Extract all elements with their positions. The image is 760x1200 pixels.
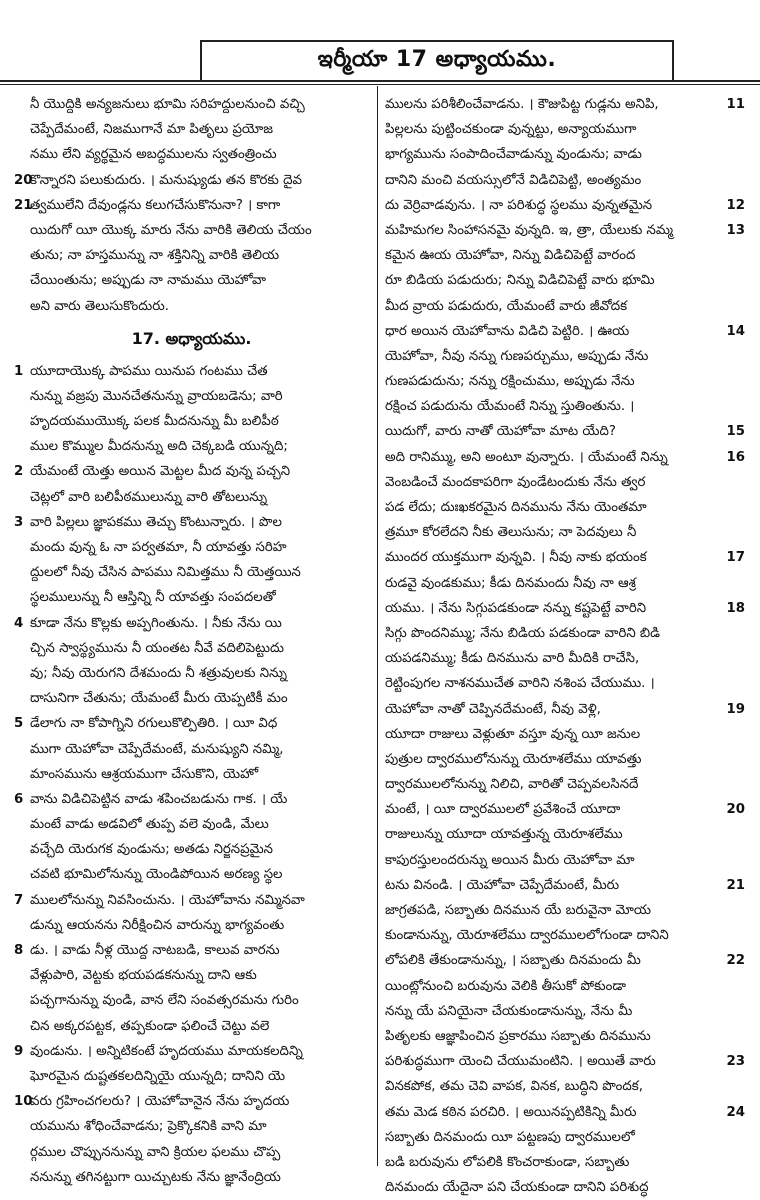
text-line [14, 1014, 369, 1039]
text-line [385, 671, 745, 696]
verse-text: డు. । వాడు నీళ్ల యొద్ద నాటబడి, కాలువ వారను [30, 943, 280, 958]
verse-number: 21 [14, 197, 33, 213]
verse-number: 22 [726, 953, 745, 969]
verse-text: దాసునిగా చేతును; యేమంటే మీరు యెప్పటికీ మం [30, 691, 288, 707]
verse-text: ములను పరిశీలించేవాడను. । కౌజుపిట్ట గుడ్లను అనిపి, [385, 97, 659, 112]
text-line [385, 470, 745, 495]
text-line [14, 686, 369, 711]
text-line [14, 585, 369, 610]
verse-text: పిల్లలను పుట్టించకుండా వున్నట్టు, అన్యాయముగా [385, 122, 637, 138]
verse-number: 6 [14, 791, 24, 807]
text-line [14, 963, 369, 988]
text-line [385, 646, 745, 671]
verse-text: రుడవై వుండకుము; కీడు దినమందు నీవు నా ఆశ్ర [385, 575, 636, 591]
verse-number: 4 [14, 615, 24, 631]
text-line [14, 560, 369, 585]
verse-number: 10 [14, 1094, 33, 1110]
verse-text: యేమంటే యెత్తు అయిన మెట్టల మీద వున్న పచ్చని [30, 464, 291, 480]
text-line [14, 862, 369, 887]
text-line [14, 168, 369, 193]
text-line [14, 1039, 369, 1064]
verse-text: ఘోరమైన దుష్టతకలదిన్నియై యున్నది; దానిని యె [30, 1068, 286, 1084]
verse-number: 7 [14, 892, 24, 908]
text-line [385, 697, 745, 722]
text-line [385, 520, 745, 545]
verse-number: 11 [726, 97, 745, 112]
right-column [385, 92, 745, 1196]
text-line [385, 772, 745, 797]
text-line [385, 445, 745, 470]
verse-text: నము లేని వ్యర్థమైన అబద్ధములను స్వతంత్రించు [30, 147, 277, 163]
verse-text: ర్గముల చొప్పుననున్ను వాని క్రియల ఫలము చొప్ప [30, 1144, 281, 1160]
verse-text: పుత్రుల ద్వారములోనున్ను యెరూశలేము యావత్తు [385, 751, 642, 767]
verse-text: ముల కొమ్ముల మీదనున్ను అది చెక్కబడి యున్నది; [30, 439, 288, 455]
column-divider [377, 86, 378, 1166]
verse-text: యూదా రాజులు వెళ్లుతూ వస్తూ వున్న యీ జనుల [385, 726, 641, 742]
text-line [14, 243, 369, 268]
verse-number: 20 [14, 172, 33, 188]
text-line [385, 268, 745, 293]
text-line [14, 510, 369, 535]
verse-number: 8 [14, 943, 24, 958]
chapter-heading: 17. అధ్యాయము. [131, 328, 252, 348]
text-line [14, 294, 369, 319]
text-line [385, 873, 745, 898]
verse-text: యము. । నేను సిగ్గుపడకుండా నన్ను కష్టపెట్టే వారిని [385, 600, 647, 616]
text-line [385, 923, 745, 948]
text-line [14, 359, 369, 384]
verse-text: పడ లేదు; దుఃఖకరమైన దినమును నేను యెంతమా [385, 500, 647, 515]
verse-text: యింట్లోనుంచి బరువును వెలికి తీసుకో పోకుండా [385, 978, 626, 994]
verse-text: యెహోవా, నీవు నన్ను గుణపర్చుము, అప్పుడు నేను [385, 348, 649, 364]
verse-number: 12 [726, 197, 745, 213]
verse-text: లోపలికి తేకుండానున్ను, । సబ్బాతు దినమందు మీ [385, 953, 641, 969]
text-line [385, 319, 745, 344]
verse-text: వాను విడిచిపెట్టిన వాడు శపించబడును గాక. । యే [30, 791, 288, 807]
page-header [200, 40, 674, 82]
verse-text: వినకపోక, తమ చెవి వాపక, వినక, బుద్ధిని పొందక, [385, 1079, 643, 1095]
verse-number: 24 [726, 1104, 745, 1120]
verse-text: హృదయముయొక్క పలక మీదనున్ను మీ బలిపీఠ [30, 414, 279, 430]
verse-number: 3 [14, 514, 24, 530]
text-line [385, 1175, 745, 1200]
verse-text: డేలాగు నా కోపాగ్నిని రగులుకొల్పితిరి. । యీ విధ [30, 716, 278, 732]
text-line [14, 913, 369, 938]
verse-number: 9 [14, 1043, 24, 1059]
verse-text: భాగ్యమును సంపాదించేవాడున్ను వుండును; వాడు [385, 147, 642, 163]
text-line [385, 1150, 745, 1175]
text-line [385, 596, 745, 621]
verse-text: డున్ను ఆయనను నిరీక్షించిన వారున్ను భాగ్యవంతు [30, 917, 285, 933]
verse-text: నన్ను యే పనియైనా చేయకుండానున్ను, నేను మీ [385, 1003, 633, 1019]
verse-text: చిన అక్కరపట్టక, తప్పకుండా ఫలించే చెట్టు వలె [30, 1018, 270, 1034]
text-line [385, 747, 745, 772]
verse-text: చెట్లలో వారి బలిపీఠములున్ను వారి తోటలున్ను [30, 489, 268, 505]
text-line [14, 459, 369, 484]
verse-text: స్థలములున్ను నీ ఆస్తిన్ని నీ యావత్తు సంపదలతో [30, 590, 276, 606]
verse-text: వుండును. । అన్నిటికంటే హృదయము మాయకలదిన్ని [30, 1043, 303, 1059]
text-line [14, 268, 369, 293]
verse-text: రక్షించ పడుదును యేమంటే నిన్ను స్తుతింతును. । [385, 399, 635, 415]
verse-text: త్వములేని దేవుండ్లను కలుగచేసుకొనునా? । కాగా [30, 197, 281, 213]
verse-text: కూడా నేను కొల్లకు అప్పగింతును. । నీకు నేను యి [30, 615, 282, 631]
verse-text: బడి బరువును లోపలికి కొంచరాకుండా, సబ్బాతు [385, 1154, 630, 1170]
text-line [385, 621, 745, 646]
verse-number: 5 [14, 716, 24, 732]
verse-number: 23 [726, 1054, 745, 1070]
verse-text: మీద వ్రాయ పడుదురు, యేమంటే వారు జీవోదక [385, 298, 628, 314]
text-line [385, 218, 745, 243]
text-line [14, 988, 369, 1013]
text-line [385, 722, 745, 747]
verse-text: తమ మెడ కఠిన పరచిరి. । అయినప్పటికిన్ని మీరు [385, 1104, 637, 1120]
verse-text: మందు వున్న ఓ నా పర్వతమా, నీ యావత్తు సరిహ [30, 540, 287, 555]
verse-text: ననున్ను తగినట్టుగా యిచ్చుటకు నేను జ్ఞానేంద్రియ [30, 1169, 281, 1185]
verse-text: వు; నీవు యెరుగని దేశమందు నీ శత్రువులకు నిన్ను [30, 665, 288, 681]
text-line [14, 1165, 369, 1190]
verse-text: యిదుగో, వారు నాతో యెహోవా మాట యేది? [385, 424, 616, 440]
text-line [385, 571, 745, 596]
verse-text: సిగ్గు పొందనిమ్ము; నేను బిడియ పడకుండా వారిని బిడి [385, 625, 661, 641]
text-line [385, 848, 745, 873]
text-line [14, 1089, 369, 1114]
text-line [14, 938, 369, 963]
text-line [14, 1114, 369, 1139]
text-line [385, 1125, 745, 1150]
verse-text: జాగ్రతపడి, సబ్బాతు దినమున యే బరువైనా మోయ [385, 903, 651, 918]
verse-text: యూదాయొక్క పాపము యినుప గంటము చేత [30, 363, 268, 379]
verse-number: 14 [726, 323, 745, 339]
verse-text: ద్దులలో నీవు చేసిన పాపము నిమిత్తము నీ యెత్తయిన [30, 565, 301, 581]
verse-text: టను వినండి. । యెహోవా చెప్పేదేమంటే, మీరు [385, 877, 620, 893]
text-line [385, 898, 745, 923]
text-line [385, 1100, 745, 1125]
verse-text: ములలోనున్ను నివసించును. । యెహోవాను నమ్మినవా [30, 892, 305, 908]
text-line [14, 837, 369, 862]
verse-text: వారి పిల్లలు జ్ఞాపకము తెచ్చు కొంటున్నారు. । పొల [30, 514, 282, 530]
text-line [385, 168, 745, 193]
text-line [385, 822, 745, 847]
text-line [14, 193, 369, 218]
verse-text: తును; నా హస్తమున్ను నా శక్తినిన్ని వారికి తెలియ [30, 248, 280, 264]
verse-text: పితృలకు ఆజ్ఞాపించిన ప్రకారము సబ్బాతు దినమును [385, 1028, 651, 1044]
text-line [14, 535, 369, 560]
verse-text: మంటే, । యీ ద్వారములలో ప్రవేశించే యూదా [385, 802, 621, 818]
verse-text: రాజులున్ను యూదా యావత్తున్న యెరూశలేము [385, 827, 623, 843]
verse-text: దానిని మంచి వయస్సులోనే విడిచిపెట్టి, అంత్యమం [385, 172, 642, 188]
verse-text: అది రానిమ్ము, అని అంటూ వున్నారు. । యేమంటే నిన్ను [385, 449, 668, 465]
text-line [385, 92, 745, 117]
text-line [14, 787, 369, 812]
verse-text: యమును శోధించేవాడను; ప్రెక్కొకనికి వాని మా [30, 1119, 267, 1135]
verse-text: ధార అయిన యెహోవాను విడిచి పెట్టిరి. । ఊయ [385, 323, 630, 339]
verse-text: ద్వారములలోనున్ను నిలిచి, వారితో చెప్పవలసినదే [385, 777, 639, 793]
verse-text: మంటే వాడు అడవిలో తుప్ప వలె వుండి, మేలు [30, 817, 269, 833]
text-line [14, 485, 369, 510]
text-line [385, 369, 745, 394]
text-line [385, 1024, 745, 1049]
verse-text: సబ్బాతు దినమందు యీ పట్టణపు ద్వారములలో [385, 1129, 635, 1145]
text-line [385, 243, 745, 268]
header-rule [0, 80, 760, 82]
verse-number: 18 [726, 600, 745, 616]
verse-text: ముగా యెహోవా చెప్పేదేమంటే, మనుష్యుని నమ్మి, [30, 741, 284, 757]
verse-text: చ్చిన స్వాస్థ్యమును నీ యంతట నీవే వదిలిపెట్టుదు [30, 640, 284, 656]
text-line [14, 711, 369, 736]
verse-number: 13 [726, 222, 745, 238]
page-title: ఇర్మీయా 17 అధ్యాయము. [317, 47, 557, 72]
text-line [14, 384, 369, 409]
text-line [385, 142, 745, 167]
verse-text: త్రమూ కోరలేదని నీకు తెలుసును; నా పెదవులు నీ [385, 525, 637, 541]
verse-text: వేళ్లుపారి, వెట్టకు భయపడకనున్ను దాని ఆకు [30, 968, 257, 984]
text-line [385, 294, 745, 319]
verse-text: చవటి భూమిలోనున్ను యెండిపోయిన అరణ్య స్థల [30, 867, 283, 883]
verse-text: వచ్చేది యెరుగక వుండును; అతడు నిర్జనప్రమైన [30, 842, 273, 858]
verse-text: వెంబడించే మందకాపరిగా వుండేటందుకు నేను త్వర [385, 474, 646, 490]
text-line [385, 193, 745, 218]
verse-text: యిదుగో యీ యొక్క మారు నేను వారికి తెలియ చేయం [30, 222, 312, 238]
text-line [385, 999, 745, 1024]
text-line [14, 812, 369, 837]
verse-number: 1 [14, 363, 24, 379]
verse-text: యెహోవా నాతో చెప్పినదేమంటే, నీవు వెళ్లి, [385, 701, 601, 717]
text-line [14, 92, 369, 117]
verse-text: కమైన ఊయ యెహోవా, నిన్ను విడిచిపెట్టే వారంద [385, 248, 636, 264]
verse-number: 15 [726, 424, 745, 440]
verse-text: రెట్టింపుగల నాశనముచేత వారిని నశింప చేయుము. । [385, 676, 655, 692]
verse-number: 20 [726, 802, 745, 818]
verse-text: వరు గ్రహించగలరు? । యెహోవానైన నేను హృదయ [30, 1094, 290, 1110]
verse-text: నీ యొద్దికి అన్యజనులు భూమి సరిహద్దులనుంచి వచ్చి [30, 97, 305, 112]
verse-text: రూ బిడియ పడుదురు; నిన్ను విడిచిపెట్టే వారు భూమి [385, 273, 655, 289]
text-line [385, 495, 745, 520]
verse-text: కుండానున్ను, యెరూశలేము ద్వారములలోగుండా దానిని [385, 928, 669, 944]
text-line [385, 948, 745, 973]
verse-text: చేయింతును; అప్పుడు నా నామము యెహోవా [30, 273, 266, 289]
text-line [14, 636, 369, 661]
text-line [385, 1074, 745, 1099]
verse-text: గుణపడుదును; నన్ను రక్షించుము, అప్పుడు నేను [385, 374, 635, 390]
verse-text: నున్ను వజ్రపు మొనచేతనున్ను వ్రాయబడెను; వారి [30, 388, 283, 404]
text-line [385, 797, 745, 822]
text-line [385, 545, 745, 570]
verse-text: పరిశుద్ధముగా యెంచి చేయుమంటిని. । అయితే వారు [385, 1054, 656, 1070]
text-line [14, 737, 369, 762]
verse-text: యపడనిమ్ము; కీడు దినమును వారి మీదికి రాచేసి, [385, 651, 640, 667]
text-line [14, 1140, 369, 1165]
verse-text: కాపురస్తులందరున్ను అయిన మీరు యెహోవా మా [385, 852, 635, 868]
text-line [385, 394, 745, 419]
text-line [14, 611, 369, 636]
verse-number: 16 [726, 449, 745, 465]
text-line [385, 1049, 745, 1074]
verse-text: పచ్చగానున్ను వుండి, వాన లేని సంవత్సరమను గురిం [30, 993, 299, 1009]
text-line [14, 434, 369, 459]
verse-text: మహిమగల సింహాసనమై వున్నది. ఇ, త్రా, యేలుకు నమ్మ [385, 222, 674, 238]
text-line [14, 661, 369, 686]
text-line [385, 419, 745, 444]
verse-number: 2 [14, 464, 24, 480]
text-line [14, 142, 369, 167]
text-line [385, 974, 745, 999]
text-line [385, 117, 745, 142]
text-line [14, 409, 369, 434]
text-line [14, 762, 369, 787]
text-line [385, 344, 745, 369]
text-line [14, 218, 369, 243]
header-rule-thin [0, 84, 760, 85]
verse-text: కొన్నారని పలుకుదురు. । మనుష్యుడు తన కొరకు దైవ [30, 172, 302, 188]
verse-text: చెప్పేదేమంటే, నిజముగానే మా పితృలు ప్రయోజ [30, 122, 274, 138]
verse-number: 17 [726, 550, 745, 566]
verse-text: దినమందు యేదైనా పని చేయకుండా దానిని పరిశుద్ధ [385, 1180, 649, 1196]
verse-text: మాంసమును ఆశ్రయముగా చేసుకొని, యెహో [30, 766, 259, 782]
text-line [14, 1064, 369, 1089]
text-line [14, 117, 369, 142]
verse-text: అని వారు తెలుసుకొందురు. [30, 298, 169, 314]
verse-text: దు వెర్రివాడవును. । నా పరిశుద్ధ స్థలము వున్నతమైన [385, 197, 653, 213]
verse-number: 21 [726, 877, 745, 893]
text-line [14, 888, 369, 913]
left-column [14, 92, 369, 1185]
verse-number: 19 [726, 701, 745, 717]
verse-text: ముందర యుక్తముగా వున్నవి. । నీవు నాకు భయంక [385, 550, 647, 566]
